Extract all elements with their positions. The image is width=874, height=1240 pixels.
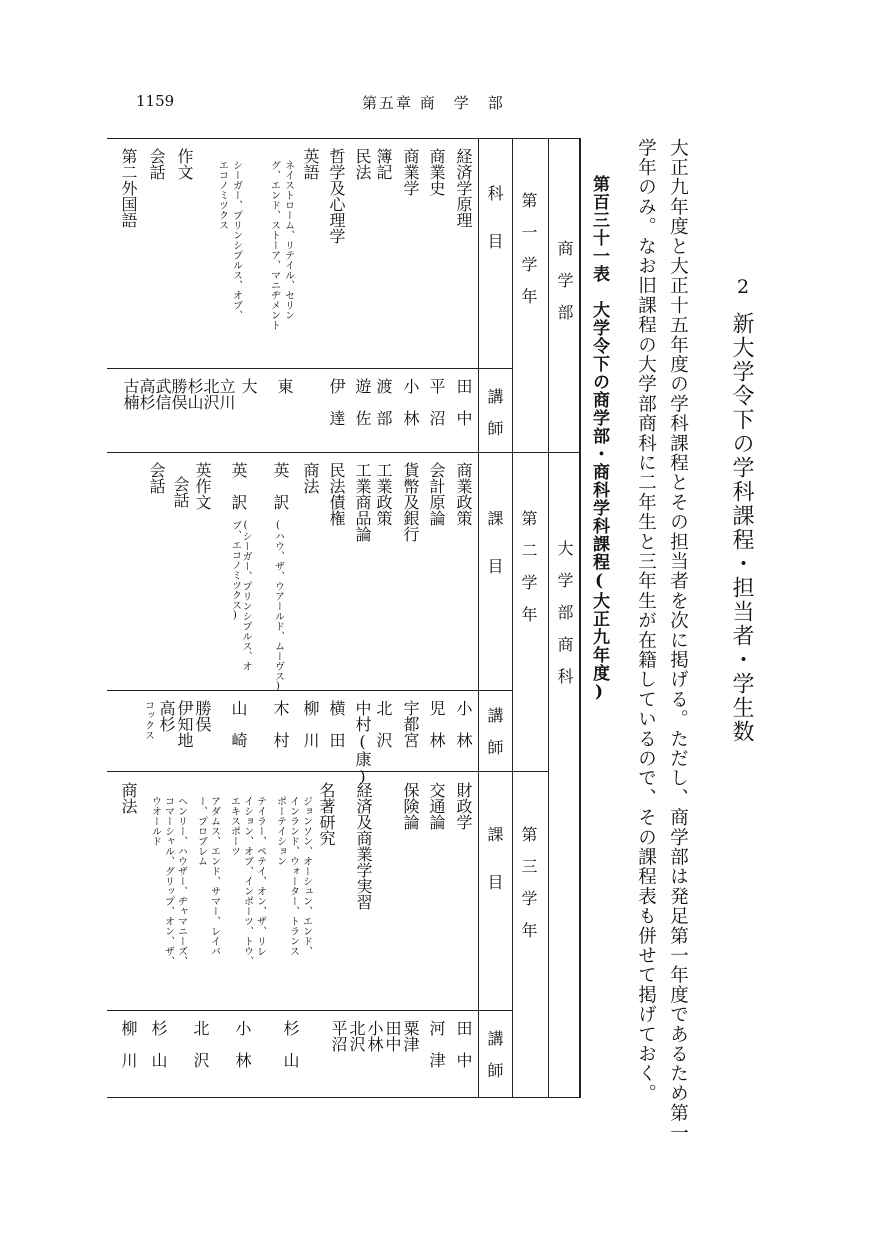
- list-item: 第二外国語: [119, 148, 138, 228]
- list-item: 北沢: [201, 378, 220, 410]
- list-item: 柳 川: [119, 1020, 138, 1068]
- faculty-shogaku-label: 商 学 部: [555, 240, 574, 320]
- english1-detail: (ハウ、ザ、ウアールド、ムーヴス): [272, 520, 284, 692]
- list-item: 北 沢: [374, 700, 393, 748]
- list-item: 遊 佐: [353, 378, 372, 426]
- list-item: 伊 達: [327, 378, 346, 426]
- list-item: 名著研究: [317, 782, 336, 846]
- list-item: 杉 山: [281, 1020, 300, 1068]
- list-item: 武信: [153, 378, 172, 410]
- list-item: 簿記: [374, 148, 393, 180]
- reading-line: ヘンリー、ハウザー、ヂャマニーズ、: [175, 796, 187, 966]
- year2-subject-label: 課 目: [485, 510, 504, 574]
- list-item: 民法: [353, 148, 372, 180]
- list-item: 大: [239, 378, 258, 394]
- list-item: 杉山: [185, 378, 204, 410]
- list-item: 高杉: [157, 700, 176, 732]
- list-item: 経済及商業学実習: [354, 782, 373, 910]
- list-item: 小林: [365, 1020, 384, 1052]
- year2-teacher-label: 講 師: [485, 707, 504, 755]
- list-item: 民法債権: [327, 462, 346, 526]
- english-detail-1: ネイストローム、リテイル、セリン: [282, 160, 294, 320]
- list-item: 会話: [147, 462, 166, 494]
- english-detail-4: エコノミツクス: [216, 160, 228, 230]
- list-item: 会計原論: [427, 462, 446, 526]
- reading-line: インランド、ウォーター、トランス: [287, 796, 299, 956]
- list-item: 商業史: [427, 148, 446, 196]
- year1-subject-teacher-split: [107, 368, 512, 369]
- list-item: 北 沢: [191, 1020, 210, 1068]
- year3-teacher-label: 講 師: [485, 1030, 504, 1078]
- reading-line: ポーテイション: [274, 796, 286, 866]
- list-item: 児 林: [427, 700, 446, 748]
- list-item: 工業政策: [374, 462, 393, 526]
- reading-line: ー、プロブレム: [195, 796, 207, 866]
- list-item: 中村(康): [353, 700, 372, 786]
- section-number: 2: [732, 276, 754, 299]
- list-item: 北沢: [347, 1020, 366, 1052]
- faculty-divider: [548, 138, 549, 1098]
- reading-line: イション、オブ、インポーツ、トウ、: [241, 796, 253, 966]
- faculty-split: [548, 452, 579, 453]
- list-item: 平沼: [329, 1020, 348, 1052]
- list-item: 田中: [383, 1020, 402, 1052]
- list-item: 田 中: [454, 378, 473, 426]
- english2-detail: (シーガー、プリンシプルス、オブ、エコノミツクス): [229, 520, 251, 671]
- body-line-1: 大正九年度と大正十五年度の学科課程とその担当者を次に掲げる。ただし、商学部は発足第一年度であるため第一: [667, 138, 689, 1143]
- year-heading-divider: [512, 138, 513, 1098]
- body-line-2: 学年のみ。なお旧課程の大学部商科に二年生と三年生が在籍しているので、その課程表も併せて掲げておく。: [635, 138, 657, 1104]
- reading-line: ジョンソン、オーシュン、エンド、: [300, 796, 312, 956]
- year1-subject-label: 科 目: [485, 185, 504, 249]
- year3-subject-teacher-split: [107, 1010, 512, 1011]
- list-item: 商法: [301, 462, 320, 494]
- list-item: 横 田: [327, 700, 346, 748]
- year1-teacher-label: 講 師: [485, 388, 504, 436]
- list-item: 哲学及心理学: [327, 148, 346, 244]
- year1-year2-split: [107, 452, 548, 453]
- list-item: 山 崎: [229, 700, 248, 748]
- list-item: 商業学: [401, 148, 420, 196]
- english-detail-3: シーガー、プリンシプルス、オブ、: [230, 160, 242, 320]
- year2-heading: 第 二 学 年: [519, 510, 538, 622]
- list-item: 英語: [301, 148, 320, 180]
- reading-line: エキスポーツ: [228, 796, 240, 856]
- list-item: 杉 山: [149, 1020, 168, 1068]
- section-title: 新大学令下の学科課程・担当者・学生数: [729, 312, 754, 744]
- list-item: 工業商品論: [353, 462, 372, 542]
- list-item: 英作文: [193, 462, 212, 510]
- table-title: 第百三十一表 大学令下の商学部・商科学科課程(大正九年度): [589, 175, 609, 703]
- year1-heading: 第 一 学 年: [519, 192, 538, 304]
- year3-heading: 第 三 学 年: [519, 826, 538, 938]
- year3-subject-label: 課 目: [485, 826, 504, 890]
- faculty-daigakubu-label: 大 学 部 商 科: [555, 540, 574, 684]
- list-item: 勝俣: [193, 700, 212, 732]
- table-top-border: [107, 138, 580, 139]
- english-detail-2: グ、エンド、ストーア、マニヂメント: [268, 160, 280, 330]
- list-item: 木 村: [271, 700, 290, 748]
- reading-line: アダムス、エンド、サマー、レイバ: [208, 796, 220, 956]
- list-item: 河 津: [427, 1020, 446, 1068]
- list-item: 宇都宮: [401, 700, 420, 748]
- list-item: 英 訳: [271, 462, 290, 510]
- list-item: 田 中: [454, 1020, 473, 1068]
- list-item: 小 林: [401, 378, 420, 426]
- list-item: 立川: [217, 378, 236, 410]
- reading-line: テイラー、ペテイ、オン、ザ、リレ: [254, 796, 266, 956]
- list-item: 英 訳: [229, 462, 248, 510]
- list-item: 小 林: [454, 700, 473, 748]
- label-divider: [478, 138, 479, 1098]
- year2-subject-teacher-split: [107, 690, 512, 691]
- list-item: 会話: [147, 148, 166, 180]
- table-right-border: [579, 138, 581, 1098]
- reading-line: コマーシャル、グリップ、オン、ザ、: [162, 796, 174, 966]
- list-item: 高杉: [137, 378, 156, 410]
- list-item: 平 沼: [427, 378, 446, 426]
- list-item: 小 林: [233, 1020, 252, 1068]
- list-item: 保険論: [401, 782, 420, 830]
- list-item: 古楠: [121, 378, 140, 410]
- list-item: 商法: [119, 782, 138, 814]
- list-item: 交通論: [427, 782, 446, 830]
- year2-year3-split: [107, 771, 548, 772]
- page-number: 1159: [136, 92, 175, 110]
- chapter-header: 第五章 商 学 部: [362, 94, 505, 112]
- list-item: 経済学原理: [454, 148, 473, 228]
- list-item: 会話: [171, 476, 190, 508]
- list-item: 勝俣: [169, 378, 188, 410]
- list-item: コックス: [142, 700, 154, 740]
- list-item: 渡 部: [374, 378, 393, 426]
- list-item: 伊知地: [175, 700, 194, 748]
- list-item: 商業政策: [454, 462, 473, 526]
- table-bottom-border: [107, 1097, 580, 1098]
- reading-line: ウオールド: [149, 796, 161, 846]
- list-item: 作文: [175, 148, 194, 180]
- list-item: 東: [275, 378, 294, 394]
- list-item: 粟津: [401, 1020, 420, 1052]
- list-item: 財政学: [454, 782, 473, 830]
- list-item: 貨幣及銀行: [401, 462, 420, 542]
- list-item: 柳 川: [301, 700, 320, 748]
